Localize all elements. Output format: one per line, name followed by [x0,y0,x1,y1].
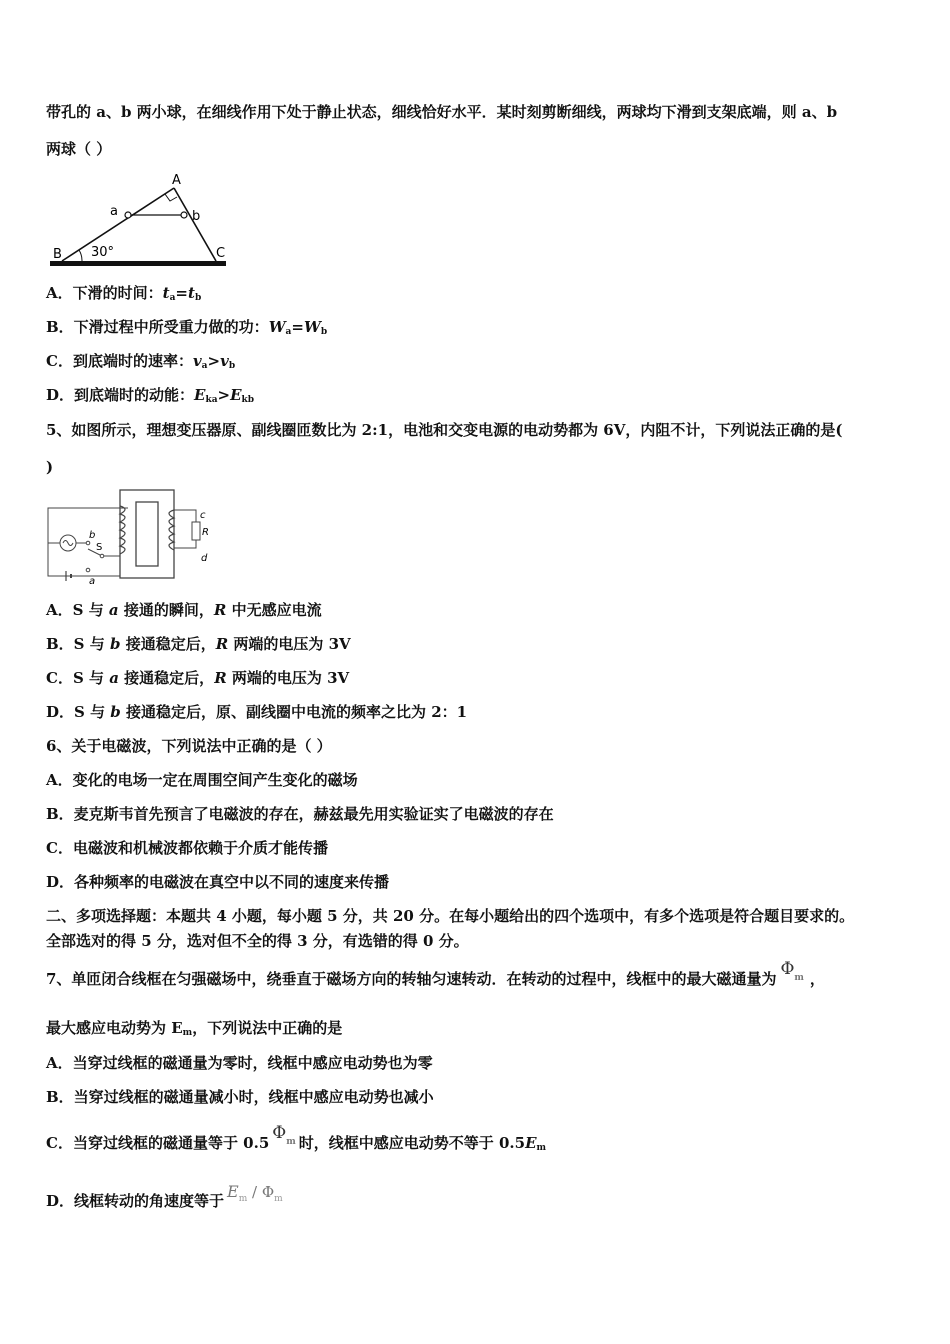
label-b: b [89,530,96,541]
q5-option-c: C．S 与 a 接通稳定后，R 两端的电压为 3V [46,669,350,687]
secondary-wire-top [174,510,196,522]
terminal-b [86,541,90,545]
section2-line1: 二、多项选择题：本题共 4 小题，每小题 5 分，共 20 分。在每小题给出的四个选项中，有多个选项是符合题目要求的。 [46,907,855,925]
q4-option-d: D．到底端时的动能：$E_{ka}>E_{kb}$ [46,386,255,405]
q5-stem-line2: ) [46,458,54,476]
terminal-a [86,568,90,572]
label-C: C [216,246,226,261]
q5-option-b: B．S 与 b 接通稳定后，R 两端的电压为 3V [46,635,351,653]
q5-transformer-figure [44,486,224,586]
ball-b [181,212,187,218]
secondary-coil [169,510,174,550]
rod-BA [62,188,174,261]
q6-option-d: D．各种频率的电磁波在真空中以不同的速度来传播 [46,873,390,891]
q4-option-a: A．下滑的时间：$t_a=t_b$ [46,284,202,303]
secondary-wire-bottom [174,540,196,548]
label-B: B [53,247,62,262]
q4-option-b: B．下滑过程中所受重力做的功：$W_a=W_b$ [46,318,328,337]
section2-line2: 全部选对的得 5 分，选对但不全的得 3 分，有选错的得 0 分。 [46,932,469,950]
q4-stem-line1: 带孔的 a、b 两小球，在细线作用下处于静止状态，细线恰好水平．某时刻剪断细线，两球均下滑到支架底端，则 a、b [46,103,838,121]
angle-arc [79,250,82,261]
q4-stem-line2: 两球（ ） [46,140,112,158]
q7-stem-line1: 7、单匝闭合线框在匀强磁场中，绕垂直于磁场方向的转轴匀速转动．在转动的过程中，线框中的最大磁通量为 $\Phi_m$ ， [46,959,825,988]
q7-option-c: C．当穿过线框的磁通量等于 0.5 $\Phi_m$ 时，线框中感应电动势不等于 $0.5E_m$ [46,1123,547,1153]
label-b: b [192,209,201,224]
transformer-core-inner [136,502,158,566]
q7-option-d: D．线框转动的角速度等于 $E_m / \Phi_m$ [46,1182,283,1210]
q4-option-c: C．到底端时的速率：$v_a>v_b$ [46,352,236,371]
q6-option-c: C．电磁波和机械波都依赖于介质才能传播 [46,839,328,857]
q7-option-b: B．当穿过线框的磁通量减小时，线框中感应电动势也减小 [46,1088,434,1106]
label-A: A [172,173,181,188]
q6-stem: 6、关于电磁波，下列说法中正确的是（ ） [46,737,332,755]
terminal-s [100,554,104,558]
right-angle-mark [165,194,177,201]
q4-incline-figure [44,170,234,272]
label-a: a [110,204,118,219]
label-d: d [201,553,208,564]
transformer-core-outer [120,490,174,578]
ground-base [50,261,226,266]
label-R: R [202,527,209,538]
label-S: S [96,542,103,553]
q5-option-d: D．S 与 b 接通稳定后，原、副线圈中电流的频率之比为 2：1 [46,703,468,721]
q6-option-a: A．变化的电场一定在周围空间产生变化的磁场 [46,771,358,789]
q7-option-a: A．当穿过线框的磁通量为零时，线框中感应电动势也为零 [46,1054,433,1072]
q5-stem-line1: 5、如图所示，理想变压器原、副线圈匝数比为 2:1，电池和交变电源的电动势都为 6V，内阻不计，下列说法正确的是( [46,421,843,439]
resistor-R [192,522,200,540]
rod-AC [174,188,216,261]
q6-option-b: B．麦克斯韦首先预言了电磁波的存在，赫兹最先用实验证实了电磁波的存在 [46,805,554,823]
primary-coil [120,506,125,554]
label-a: a [89,576,96,586]
q7-stem-line2: 最大感应电动势为 $E_m$，下列说法中正确的是 [46,1019,343,1038]
label-c: c [200,510,206,521]
label-angle: 30° [91,245,115,260]
q5-option-a: A．S 与 a 接通的瞬间，R 中无感应电流 [46,601,322,619]
ball-a [125,212,131,218]
